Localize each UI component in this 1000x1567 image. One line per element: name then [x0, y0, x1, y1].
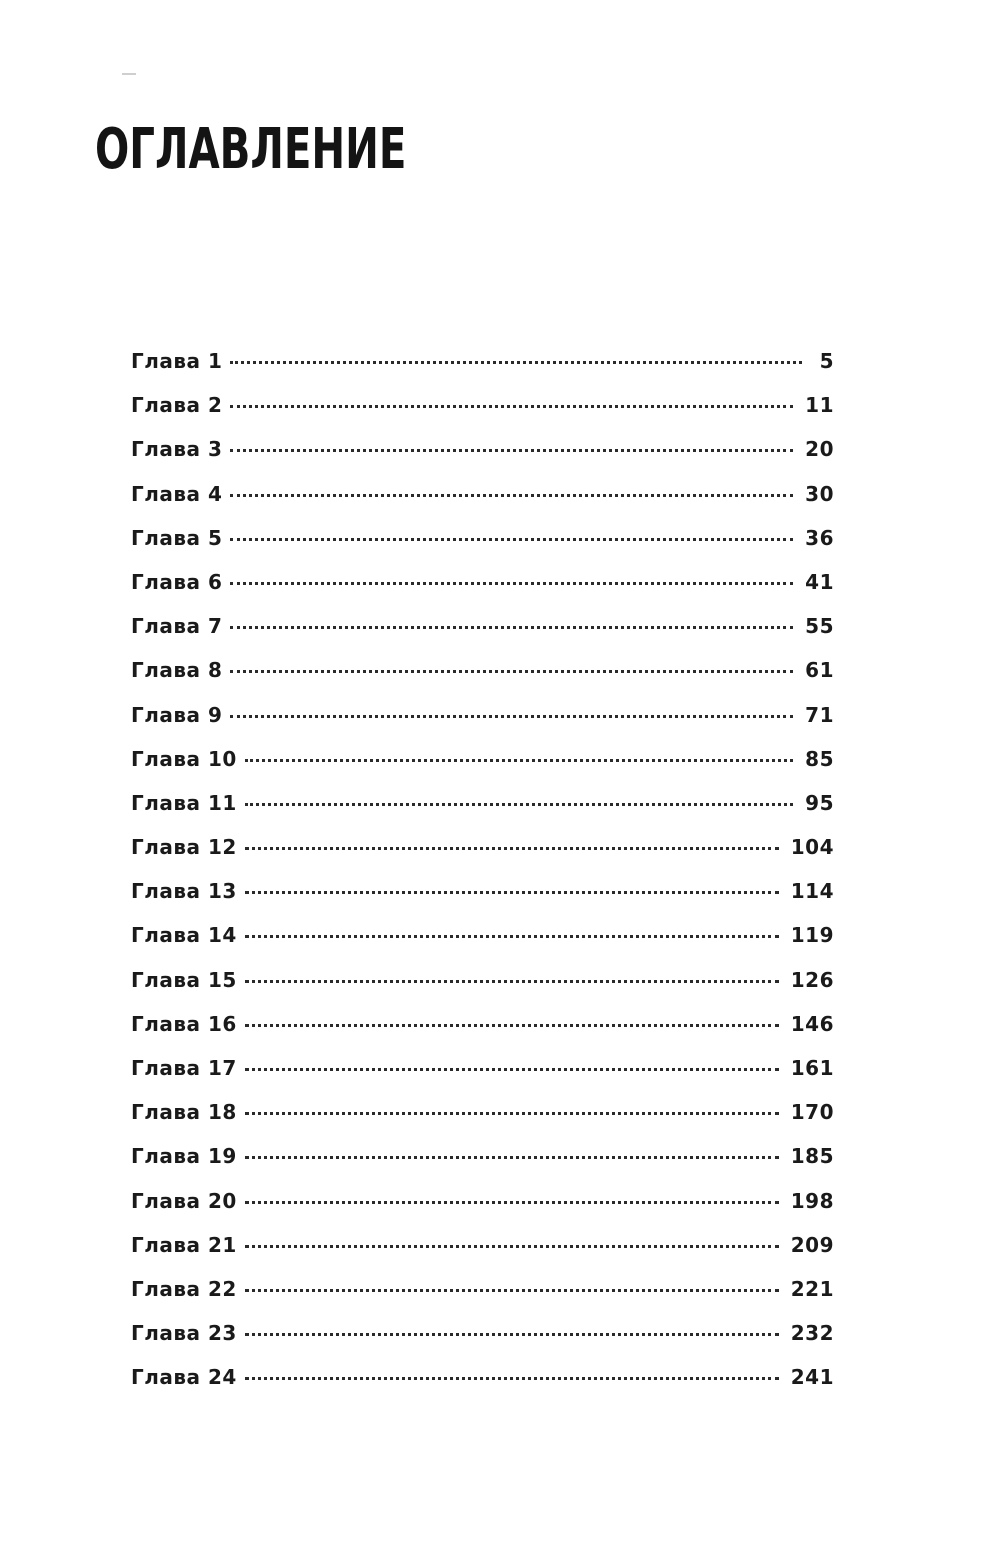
toc-chapter-label: Глава 2	[131, 393, 223, 418]
dot-leader	[245, 803, 793, 806]
dot-leader	[230, 494, 793, 497]
toc-page-number: 198	[790, 1188, 834, 1213]
toc-page-number: 126	[790, 967, 834, 992]
toc-chapter-label: Глава 3	[131, 437, 223, 462]
toc-chapter-label: Глава 22	[131, 1276, 237, 1301]
toc-page-number: 5	[819, 349, 834, 373]
dot-leader	[230, 715, 793, 718]
dot-leader	[245, 891, 779, 894]
toc-page-number: 55	[805, 614, 834, 639]
toc-page-number: 95	[805, 790, 834, 815]
toc-chapter-label: Глава 16	[131, 1011, 237, 1036]
toc-page-number: 161	[790, 1056, 834, 1080]
dot-leader	[230, 626, 793, 629]
toc-entry[interactable]	[131, 390, 834, 434]
toc-chapter-label: Глава 18	[131, 1100, 237, 1125]
toc-chapter-label: Глава 20	[131, 1188, 237, 1213]
toc-entry[interactable]	[131, 1097, 834, 1141]
dot-leader	[245, 1245, 779, 1248]
toc-entry[interactable]	[131, 1009, 834, 1053]
toc-page-number: 221	[790, 1276, 834, 1301]
toc-chapter-label: Глава 17	[131, 1056, 237, 1080]
toc-entry[interactable]	[131, 788, 834, 832]
toc-chapter-label: Глава 11	[131, 790, 237, 815]
toc-entry[interactable]	[131, 434, 834, 478]
toc-page-number: 20	[805, 437, 834, 462]
toc-chapter-label: Глава 9	[131, 702, 223, 727]
toc-chapter-label: Глава 14	[131, 923, 237, 948]
toc-entry[interactable]	[131, 1053, 834, 1097]
dot-leader	[245, 935, 779, 938]
toc-entry[interactable]	[131, 567, 834, 611]
dot-leader	[245, 980, 779, 983]
toc-page-number: 71	[805, 702, 834, 727]
toc-chapter-label: Глава 13	[131, 879, 237, 904]
dot-leader	[245, 1201, 779, 1204]
dot-leader	[245, 1068, 779, 1071]
toc-chapter-label: Глава 23	[131, 1321, 237, 1346]
toc-entry[interactable]	[131, 744, 834, 788]
toc-entry[interactable]	[131, 920, 834, 964]
toc-entry[interactable]	[131, 1318, 834, 1362]
toc-chapter-label: Глава 8	[131, 658, 223, 683]
table-of-contents	[131, 346, 834, 1407]
toc-entry[interactable]	[131, 1230, 834, 1274]
toc-entry[interactable]	[131, 1186, 834, 1230]
toc-page-number: 30	[805, 481, 834, 506]
toc-chapter-label: Глава 6	[131, 569, 223, 594]
toc-page-number: 170	[790, 1100, 834, 1125]
toc-chapter-label: Глава 7	[131, 614, 223, 639]
toc-page-number: 11	[805, 393, 834, 418]
toc-chapter-label: Глава 24	[131, 1365, 237, 1390]
toc-chapter-label: Глава 1	[131, 349, 223, 373]
toc-entry[interactable]	[131, 1274, 834, 1318]
dot-leader	[245, 759, 793, 762]
toc-entry[interactable]	[131, 832, 834, 876]
toc-page-number: 232	[790, 1321, 834, 1346]
dot-leader	[230, 582, 793, 585]
dot-leader	[230, 538, 793, 541]
toc-chapter-label: Глава 21	[131, 1232, 237, 1257]
toc-page-number: 36	[805, 525, 834, 550]
dot-leader	[230, 361, 802, 364]
dot-leader	[230, 405, 793, 408]
toc-entry[interactable]	[131, 611, 834, 655]
dot-leader	[245, 1289, 779, 1292]
toc-page-number: 209	[790, 1232, 834, 1257]
dot-leader	[245, 1024, 779, 1027]
toc-entry[interactable]	[131, 965, 834, 1009]
scan-speck	[122, 73, 136, 75]
toc-page-number: 104	[790, 835, 834, 860]
dot-leader	[230, 670, 793, 673]
dot-leader	[245, 1333, 779, 1336]
dot-leader	[245, 847, 779, 850]
toc-entry[interactable]	[131, 655, 834, 699]
toc-entry[interactable]	[131, 523, 834, 567]
dot-leader	[230, 449, 793, 452]
toc-chapter-label: Глава 15	[131, 967, 237, 992]
dot-leader	[245, 1377, 779, 1380]
toc-page-number: 85	[805, 746, 834, 771]
toc-page-number: 61	[805, 658, 834, 683]
toc-page-number: 146	[790, 1011, 834, 1036]
toc-page-number: 119	[790, 923, 834, 948]
toc-page-number: 41	[805, 569, 834, 594]
toc-entry[interactable]	[131, 876, 834, 920]
toc-entry[interactable]	[131, 479, 834, 523]
dot-leader	[245, 1156, 779, 1159]
toc-chapter-label: Глава 5	[131, 525, 223, 550]
toc-page-number: 241	[790, 1365, 834, 1390]
toc-chapter-label: Глава 19	[131, 1144, 237, 1169]
toc-entry[interactable]	[131, 1141, 834, 1185]
toc-chapter-label: Глава 4	[131, 481, 223, 506]
toc-chapter-label: Глава 10	[131, 746, 237, 771]
toc-entry[interactable]	[131, 1362, 834, 1406]
toc-page-number: 185	[790, 1144, 834, 1169]
toc-entry[interactable]	[131, 700, 834, 744]
toc-entry[interactable]	[131, 346, 834, 390]
dot-leader	[245, 1112, 779, 1115]
page-title: ОГЛАВЛЕНИЕ	[95, 117, 407, 182]
toc-page-number: 114	[790, 879, 834, 904]
toc-chapter-label: Глава 12	[131, 835, 237, 860]
